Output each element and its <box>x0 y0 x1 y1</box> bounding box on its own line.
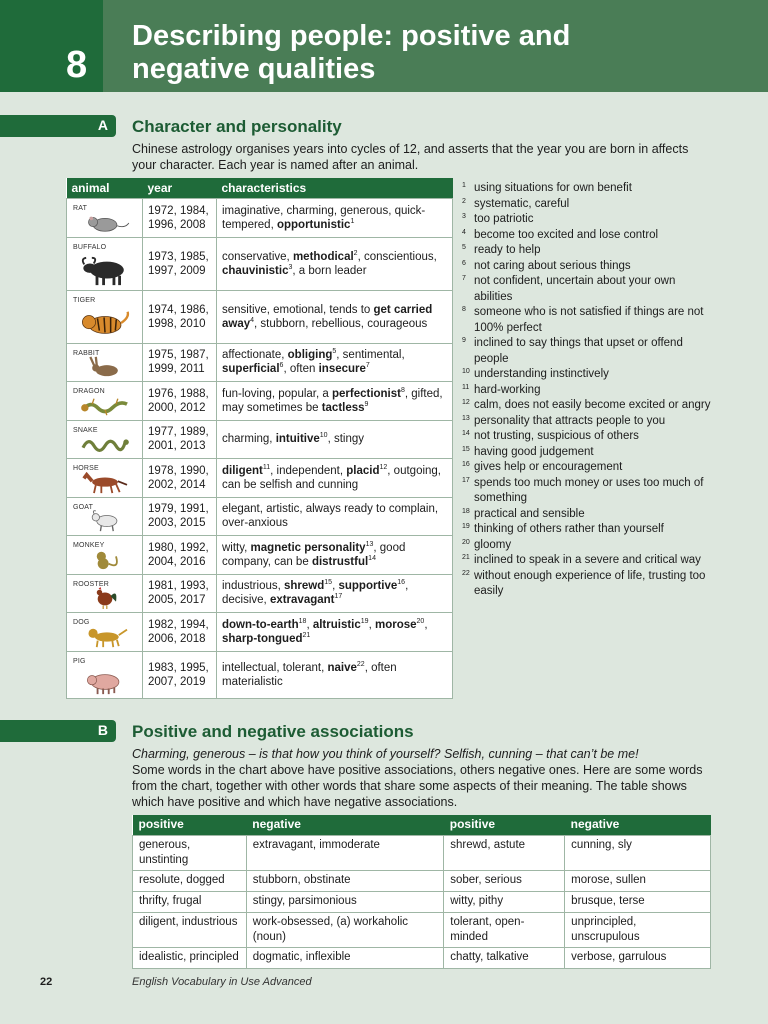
glossary-number: 1 <box>462 182 466 189</box>
animal-name-goat: GOAT <box>73 503 94 511</box>
characteristics-cell <box>217 497 453 536</box>
trait-keyword: diligent <box>222 464 263 477</box>
table-cell: extravagant, immoderate <box>246 835 444 870</box>
section-a-marker <box>0 115 116 137</box>
table-cell: shrewd, astute <box>444 835 565 870</box>
footnote-ref: 5 <box>332 348 337 356</box>
table-row <box>67 497 453 536</box>
year-line: 2005, 2017 <box>148 594 206 607</box>
footnote-ref: 4 <box>250 316 255 324</box>
trait-text: , gifted, may sometimes be <box>222 387 443 414</box>
glossary-text: systematic, careful <box>474 197 570 210</box>
footnote-ref: 2 <box>353 249 358 257</box>
year-line: 1983, 1995, <box>148 661 209 674</box>
glossary-text: thinking of others rather than yourself <box>474 523 664 535</box>
animal-cell <box>67 290 143 343</box>
characteristics-cell <box>217 574 453 613</box>
table-row <box>133 870 711 891</box>
table-cell: witty, pithy <box>444 891 565 912</box>
footnote-ref: 8 <box>400 386 405 394</box>
trait-text: affectionate, <box>222 349 288 362</box>
table-cell: tolerant, open-minded <box>444 912 565 947</box>
column-header-animal: animal <box>67 178 143 199</box>
glossary-item <box>462 212 712 228</box>
table-cell: morose, sullen <box>565 870 711 891</box>
footnote-ref: 22 <box>356 660 365 668</box>
characteristics-cell <box>217 199 453 238</box>
table-row <box>67 199 453 238</box>
table-cell: generous, unstinting <box>133 835 247 870</box>
column-header-characteristics: characteristics <box>217 178 453 199</box>
animal-cell <box>67 199 143 238</box>
year-line: 1973, 1985, <box>148 250 209 263</box>
trait-keyword: tactless <box>321 401 365 414</box>
horse-icon <box>77 472 133 494</box>
glossary-number: 14 <box>462 430 470 437</box>
glossary-item <box>462 259 712 275</box>
characteristics-cell <box>217 651 453 698</box>
animal-cell <box>67 382 143 421</box>
year-cell <box>143 343 217 382</box>
glossary-item <box>462 445 712 461</box>
table-cell: stingy, parsimonious <box>246 891 444 912</box>
animal-name-rooster: ROOSTER <box>73 580 110 588</box>
glossary-text: ready to help <box>474 244 541 256</box>
table-row <box>133 912 711 947</box>
year-cell <box>143 382 217 421</box>
footnote-ref: 11 <box>262 463 271 471</box>
astrology-table <box>66 178 453 699</box>
trait-keyword: extravagant <box>269 594 335 607</box>
book-title: English Vocabulary in Use Advanced <box>132 976 312 988</box>
glossary-number: 5 <box>462 244 466 251</box>
trait-keyword: perfectionist <box>331 387 401 400</box>
trait-keyword: obliging <box>287 349 333 362</box>
goat-icon <box>77 510 133 532</box>
table-cell: sober, serious <box>444 870 565 891</box>
buffalo-icon <box>77 255 133 287</box>
trait-text: , <box>332 580 339 593</box>
glossary-item <box>462 305 712 336</box>
trait-keyword: down-to-earth <box>222 618 299 631</box>
trait-text: elegant, artistic, always ready to complain, over-anxious <box>222 503 439 530</box>
section-a-intro: Chinese astrology organises years into cycles of 12, and asserts that the year you are born in affects your character. Each year is named after an animal. <box>132 142 689 172</box>
glossary-text: not confident, uncertain about your own abilities <box>474 275 676 303</box>
animal-name-dog: DOG <box>73 619 90 626</box>
glossary-number: 19 <box>462 523 470 530</box>
animal-name-horse: HORSE <box>73 465 99 472</box>
page-number: 22 <box>40 976 53 988</box>
year-line: 1976, 1988, <box>148 387 209 400</box>
table-row <box>67 613 453 652</box>
trait-text: , decisive, <box>222 580 409 607</box>
glossary-number: 3 <box>462 213 466 220</box>
animal-cell <box>67 574 143 613</box>
astrology-table-header <box>67 178 453 199</box>
trait-text: , often <box>283 363 319 376</box>
trait-text: , outgoing, can be selfish and cunning <box>222 464 442 491</box>
footnote-ref: 16 <box>397 579 406 587</box>
glossary-number: 22 <box>462 569 470 577</box>
animal-name-dragon: DRAGON <box>73 388 105 395</box>
characteristics-cell <box>217 382 453 421</box>
dragon-icon <box>77 395 133 417</box>
trait-keyword: intuitive <box>275 433 320 446</box>
year-cell <box>143 497 217 536</box>
table-row <box>67 574 453 613</box>
trait-text: industrious, <box>222 580 285 593</box>
characteristics-cell <box>217 343 453 382</box>
table-cell: thrifty, frugal <box>133 891 247 912</box>
year-line: 1975, 1987, <box>148 349 209 362</box>
glossary-item <box>462 181 712 197</box>
trait-keyword: get carried away <box>222 303 433 330</box>
associations-table <box>132 815 711 969</box>
glossary-text: become too excited and lose control <box>474 228 659 241</box>
glossary-item <box>462 553 712 569</box>
column-header-year: year <box>143 178 217 199</box>
glossary-number: 20 <box>462 538 470 546</box>
glossary-text: spends too much money or uses too much of something <box>474 476 704 504</box>
trait-keyword: altruistic <box>312 618 361 631</box>
snake-icon <box>77 433 133 455</box>
footnote-ref: 6 <box>279 362 284 370</box>
characteristics-cell <box>217 420 453 459</box>
table-cell: resolute, dogged <box>133 870 247 891</box>
animal-cell <box>67 651 143 698</box>
glossary-list <box>462 181 712 600</box>
glossary-item <box>462 383 712 399</box>
footnote-ref: 13 <box>365 540 374 548</box>
section-b-title: Positive and negative associations <box>132 722 414 741</box>
animal-cell <box>67 459 143 498</box>
unit-header <box>0 0 768 92</box>
year-line: 2000, 2012 <box>148 401 206 414</box>
year-cell <box>143 536 217 575</box>
glossary-text: someone who is not satisfied if things are not 100% perfect <box>474 306 704 334</box>
trait-text: , often materialistic <box>222 661 397 688</box>
table-cell: cunning, sly <box>565 835 711 870</box>
glossary-number: 17 <box>462 476 470 484</box>
year-cell <box>143 290 217 343</box>
glossary-item <box>462 569 712 600</box>
trait-keyword: methodical <box>292 250 354 263</box>
glossary-number: 11 <box>462 383 470 391</box>
glossary-item <box>462 274 712 305</box>
glossary-item <box>462 398 712 414</box>
glossary-item <box>462 429 712 445</box>
table-cell: verbose, garrulous <box>565 947 711 968</box>
glossary-item <box>462 228 712 244</box>
trait-keyword: insecure <box>318 363 366 376</box>
year-line: 2003, 2015 <box>148 517 206 530</box>
year-cell <box>143 420 217 459</box>
table-row <box>67 459 453 498</box>
table-cell: diligent, industrious <box>133 912 247 947</box>
glossary-number: 21 <box>462 554 470 561</box>
trait-text: , <box>306 618 313 631</box>
glossary-number: 4 <box>462 228 466 236</box>
trait-keyword: supportive <box>338 580 398 593</box>
animal-cell <box>67 613 143 652</box>
animal-name-rabbit: RABBIT <box>73 349 100 357</box>
glossary-text: without enough experience of life, trusting too easily <box>474 569 706 597</box>
column-header-negative: negative <box>565 815 711 835</box>
glossary-number: 7 <box>462 275 466 282</box>
glossary-item <box>462 507 712 523</box>
column-header-negative: negative <box>246 815 444 835</box>
trait-text: , a born leader <box>292 264 367 277</box>
glossary-text: having good judgement <box>474 445 594 458</box>
glossary-number: 13 <box>462 414 470 422</box>
trait-keyword: chauvinistic <box>222 264 289 277</box>
glossary-text: personality that attracts people to you <box>474 414 666 427</box>
animal-cell <box>67 497 143 536</box>
year-cell <box>143 459 217 498</box>
year-line: 2001, 2013 <box>148 440 206 453</box>
glossary-number: 18 <box>462 507 470 515</box>
glossary-text: calm, does not easily become excited or angry <box>474 399 711 411</box>
table-row <box>67 651 453 698</box>
trait-text: , good company, can be <box>222 541 406 568</box>
glossary-text: too patriotic <box>474 213 534 225</box>
characteristics-cell <box>217 237 453 290</box>
glossary-number: 2 <box>462 197 466 205</box>
year-line: 1982, 1994, <box>148 618 209 631</box>
glossary-text: not caring about serious things <box>474 259 631 272</box>
table-cell: unprincipled, unscrupulous <box>565 912 711 947</box>
year-line: 1977, 1989, <box>148 426 209 439</box>
trait-text: , <box>368 618 375 631</box>
glossary-item <box>462 243 712 259</box>
animal-name-snake: SNAKE <box>73 426 98 434</box>
trait-text: intellectual, tolerant, <box>222 661 328 674</box>
animal-cell <box>67 237 143 290</box>
table-row <box>67 420 453 459</box>
associations-table-header <box>133 815 711 835</box>
footnote-ref: 3 <box>288 263 293 271</box>
year-cell <box>143 237 217 290</box>
footnote-ref: 15 <box>324 579 333 587</box>
footnote-ref: 1 <box>350 217 355 225</box>
section-a-letter: A <box>97 117 108 133</box>
monkey-icon <box>77 549 133 571</box>
rabbit-icon <box>77 356 133 378</box>
unit-title: Describing people: positive and negative qualities <box>132 20 571 85</box>
characteristics-cell <box>217 459 453 498</box>
tiger-icon <box>77 308 133 340</box>
glossary-number: 10 <box>462 368 470 375</box>
table-row <box>67 382 453 421</box>
trait-text: charming, <box>222 433 276 446</box>
table-row <box>67 343 453 382</box>
glossary-item <box>462 476 712 507</box>
glossary-item <box>462 336 712 367</box>
trait-keyword: morose <box>374 618 417 631</box>
trait-text: , sentimental, <box>336 349 405 362</box>
year-cell <box>143 199 217 238</box>
trait-keyword: naive <box>327 661 357 674</box>
glossary-number: 9 <box>462 337 466 344</box>
trait-keyword: shrewd <box>284 580 325 593</box>
trait-keyword: distrustful <box>311 555 369 568</box>
year-line: 2004, 2016 <box>148 555 206 568</box>
glossary-text: inclined to say things that upset or offend people <box>474 337 683 365</box>
year-line: 1997, 2009 <box>148 264 206 277</box>
footnote-ref: 12 <box>379 463 388 471</box>
glossary-item <box>462 414 712 430</box>
year-line: 1972, 1984, <box>148 204 209 217</box>
year-line: 2002, 2014 <box>148 478 206 491</box>
year-line: 1999, 2011 <box>148 363 205 376</box>
glossary-text: inclined to speak in a severe and critical way <box>474 554 701 566</box>
glossary-number: 8 <box>462 306 466 313</box>
year-line: 1980, 1992, <box>148 541 209 554</box>
unit-number-box <box>0 0 103 92</box>
year-cell <box>143 651 217 698</box>
trait-text: , stubborn, rebellious, courageous <box>254 317 428 330</box>
trait-keyword: placid <box>346 464 380 477</box>
characteristics-cell <box>217 613 453 652</box>
footnote-ref: 10 <box>319 432 328 440</box>
section-b-intro-italic: Charming, generous – is that how you think of yourself? Selfish, cunning – that can’t be me! <box>132 747 639 761</box>
table-row <box>133 891 711 912</box>
animal-cell <box>67 536 143 575</box>
trait-text: sensitive, emotional, tends to <box>222 303 374 316</box>
table-row <box>67 290 453 343</box>
section-b-intro: Some words in the chart above have positive associations, others negative ones. Here are some words from the chart, together with other words that share some aspects of their meaning. The table shows which have positive and which have negative associations. <box>132 763 703 809</box>
year-line: 1978, 1990, <box>148 464 209 477</box>
trait-keyword: sharp-tongued <box>222 632 303 645</box>
footnote-ref: 17 <box>334 593 343 601</box>
glossary-item <box>462 197 712 213</box>
glossary-item <box>462 538 712 554</box>
year-line: 2007, 2019 <box>148 675 206 688</box>
pig-icon <box>77 669 133 695</box>
animal-name-monkey: MONKEY <box>73 542 105 549</box>
table-cell: stubborn, obstinate <box>246 870 444 891</box>
trait-text: , conscientious, <box>357 250 437 263</box>
animal-name-tiger: TIGER <box>73 296 96 304</box>
characteristics-cell <box>217 290 453 343</box>
glossary-number: 12 <box>462 399 470 406</box>
trait-keyword: magnetic personality <box>250 541 366 554</box>
year-line: 1974, 1986, <box>148 303 209 316</box>
glossary-text: gloomy <box>474 538 512 551</box>
animal-name-rat: RAT <box>73 205 88 212</box>
table-cell: brusque, terse <box>565 891 711 912</box>
trait-keyword: superficial <box>222 363 280 376</box>
footnote-ref: 21 <box>302 631 311 639</box>
footnote-ref: 7 <box>365 362 370 370</box>
year-line: 2006, 2018 <box>148 632 206 645</box>
glossary-number: 6 <box>462 259 466 267</box>
table-cell: dogmatic, inflexible <box>246 947 444 968</box>
column-header-positive: positive <box>444 815 565 835</box>
column-header-positive: positive <box>133 815 247 835</box>
glossary-number: 16 <box>462 461 470 468</box>
section-b-marker <box>0 720 116 742</box>
glossary-text: gives help or encouragement <box>474 461 623 473</box>
glossary-text: not trusting, suspicious of others <box>474 430 639 442</box>
table-cell: chatty, talkative <box>444 947 565 968</box>
glossary-item <box>462 460 712 476</box>
animal-name-pig: PIG <box>73 657 86 665</box>
trait-text: fun-loving, popular, a <box>222 387 332 400</box>
animal-cell <box>67 343 143 382</box>
glossary-text: using situations for own benefit <box>474 182 632 194</box>
footnote-ref: 9 <box>364 400 369 408</box>
section-a-title: Character and personality <box>132 117 342 136</box>
table-row <box>133 947 711 968</box>
dog-icon <box>77 626 133 648</box>
glossary-text: understanding instinctively <box>474 368 609 380</box>
table-cell: idealistic, principled <box>133 947 247 968</box>
footnote-ref: 20 <box>416 617 425 625</box>
year-cell <box>143 574 217 613</box>
animal-cell <box>67 420 143 459</box>
year-line: 1998, 2010 <box>148 317 206 330</box>
trait-text: imaginative, charming, generous, quick-tempered, <box>222 204 426 231</box>
glossary-number: 15 <box>462 445 470 453</box>
unit-number: 8 <box>66 44 88 86</box>
footnote-ref: 18 <box>298 617 307 625</box>
glossary-text: hard-working <box>474 383 541 396</box>
trait-keyword: opportunistic <box>276 218 351 231</box>
table-row <box>67 237 453 290</box>
trait-text: conservative, <box>222 250 293 263</box>
trait-text: , <box>424 618 428 631</box>
glossary-text: practical and sensible <box>474 507 585 520</box>
glossary-item <box>462 522 712 538</box>
year-cell <box>143 613 217 652</box>
table-row <box>67 536 453 575</box>
footnote-ref: 19 <box>360 617 369 625</box>
trait-text: , stingy <box>327 433 365 446</box>
table-row <box>133 835 711 870</box>
year-line: 1996, 2008 <box>148 218 206 231</box>
trait-text: witty, <box>222 541 251 554</box>
year-line: 1979, 1991, <box>148 503 209 516</box>
trait-text: , independent, <box>270 464 347 477</box>
year-line: 1981, 1993, <box>148 580 209 593</box>
characteristics-cell <box>217 536 453 575</box>
rooster-icon <box>77 587 133 609</box>
rat-icon <box>77 212 133 234</box>
section-b-letter: B <box>97 722 108 738</box>
animal-name-buffalo: BUFFALO <box>73 243 107 251</box>
glossary-item <box>462 367 712 383</box>
table-cell: work-obsessed, (a) workaholic (noun) <box>246 912 444 947</box>
footnote-ref: 14 <box>368 554 376 562</box>
